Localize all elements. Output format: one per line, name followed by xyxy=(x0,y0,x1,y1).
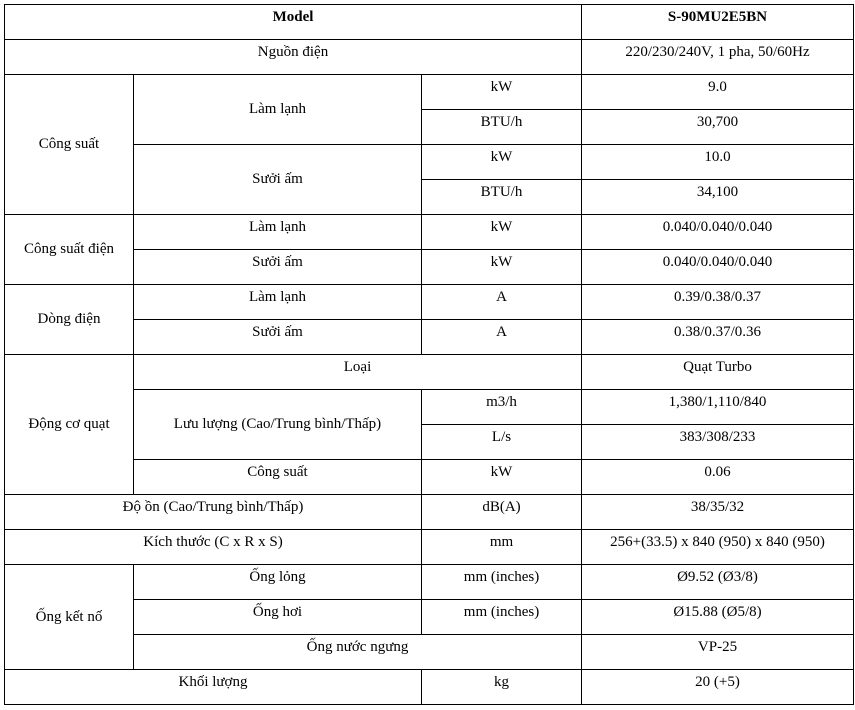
fan-type-label: Loại xyxy=(134,355,582,390)
fan-motor-label: Động cơ quạt xyxy=(5,355,134,495)
table-row-current-cooling xyxy=(5,285,854,320)
fan-airflow-m3h-unit: m3/h xyxy=(422,390,582,425)
power-input-cooling-unit: kW xyxy=(422,215,582,250)
piping-gas-unit: mm (inches) xyxy=(422,600,582,635)
noise-value: 38/35/32 xyxy=(582,495,854,530)
current-cooling-unit: A xyxy=(422,285,582,320)
power-input-label: Công suất điện xyxy=(5,215,134,285)
fan-type-value: Quạt Turbo xyxy=(582,355,854,390)
current-heating-value: 0.38/0.37/0.36 xyxy=(582,320,854,355)
dimensions-value: 256+(33.5) x 840 (950) x 840 (950) xyxy=(582,530,854,565)
model-label: Model xyxy=(5,5,582,40)
weight-value: 20 (+5) xyxy=(582,670,854,705)
table-row-fan-type xyxy=(5,355,854,390)
dimensions-label: Kích thước (C x R x S) xyxy=(5,530,422,565)
power-input-heating-label: Sưởi ấm xyxy=(134,250,422,285)
current-cooling-value: 0.39/0.38/0.37 xyxy=(582,285,854,320)
capacity-cooling-kw-unit: kW xyxy=(422,75,582,110)
capacity-heating-btu-unit: BTU/h xyxy=(422,180,582,215)
capacity-heating-kw-unit: kW xyxy=(422,145,582,180)
power-source-value: 220/230/240V, 1 pha, 50/60Hz xyxy=(582,40,854,75)
capacity-label: Công suất xyxy=(5,75,134,215)
fan-airflow-ls-unit: L/s xyxy=(422,425,582,460)
dimensions-unit: mm xyxy=(422,530,582,565)
piping-liquid-label: Ống lỏng xyxy=(134,565,422,600)
table-row-model xyxy=(5,5,854,40)
fan-airflow-m3h-value: 1,380/1,110/840 xyxy=(582,390,854,425)
capacity-heating-kw-value: 10.0 xyxy=(582,145,854,180)
table-row-noise xyxy=(5,495,854,530)
piping-gas-value: Ø15.88 (Ø5/8) xyxy=(582,600,854,635)
fan-output-value: 0.06 xyxy=(582,460,854,495)
capacity-cooling-kw-value: 9.0 xyxy=(582,75,854,110)
current-cooling-label: Làm lạnh xyxy=(134,285,422,320)
table-row-piping-liquid xyxy=(5,565,854,600)
power-input-heating-value: 0.040/0.040/0.040 xyxy=(582,250,854,285)
noise-label: Độ ồn (Cao/Trung bình/Thấp) xyxy=(5,495,422,530)
piping-gas-label: Ống hơi xyxy=(134,600,422,635)
fan-airflow-label: Lưu lượng (Cao/Trung bình/Thấp) xyxy=(134,390,422,460)
fan-airflow-ls-value: 383/308/233 xyxy=(582,425,854,460)
table-row-dimensions xyxy=(5,530,854,565)
model-value: S-90MU2E5BN xyxy=(582,5,854,40)
current-label: Dòng điện xyxy=(5,285,134,355)
noise-unit: dB(A) xyxy=(422,495,582,530)
current-heating-unit: A xyxy=(422,320,582,355)
capacity-heating-btu-value: 34,100 xyxy=(582,180,854,215)
spec-table xyxy=(4,4,854,705)
table-row-power-source xyxy=(5,40,854,75)
fan-output-unit: kW xyxy=(422,460,582,495)
table-row-weight xyxy=(5,670,854,705)
piping-drain-label: Ống nước ngưng xyxy=(134,635,582,670)
power-source-label: Nguồn điện xyxy=(5,40,582,75)
capacity-cooling-btu-unit: BTU/h xyxy=(422,110,582,145)
power-input-cooling-value: 0.040/0.040/0.040 xyxy=(582,215,854,250)
weight-unit: kg xyxy=(422,670,582,705)
piping-liquid-unit: mm (inches) xyxy=(422,565,582,600)
table-row-capacity-cooling-kw xyxy=(5,75,854,110)
piping-liquid-value: Ø9.52 (Ø3/8) xyxy=(582,565,854,600)
capacity-heating-label: Sưởi ấm xyxy=(134,145,422,215)
current-heating-label: Sưởi ấm xyxy=(134,320,422,355)
piping-label: Ống kết nố xyxy=(5,565,134,670)
fan-output-label: Công suất xyxy=(134,460,422,495)
capacity-cooling-label: Làm lạnh xyxy=(134,75,422,145)
table-row-power-input-cooling xyxy=(5,215,854,250)
piping-drain-value: VP-25 xyxy=(582,635,854,670)
capacity-cooling-btu-value: 30,700 xyxy=(582,110,854,145)
weight-label: Khối lượng xyxy=(5,670,422,705)
power-input-cooling-label: Làm lạnh xyxy=(134,215,422,250)
power-input-heating-unit: kW xyxy=(422,250,582,285)
